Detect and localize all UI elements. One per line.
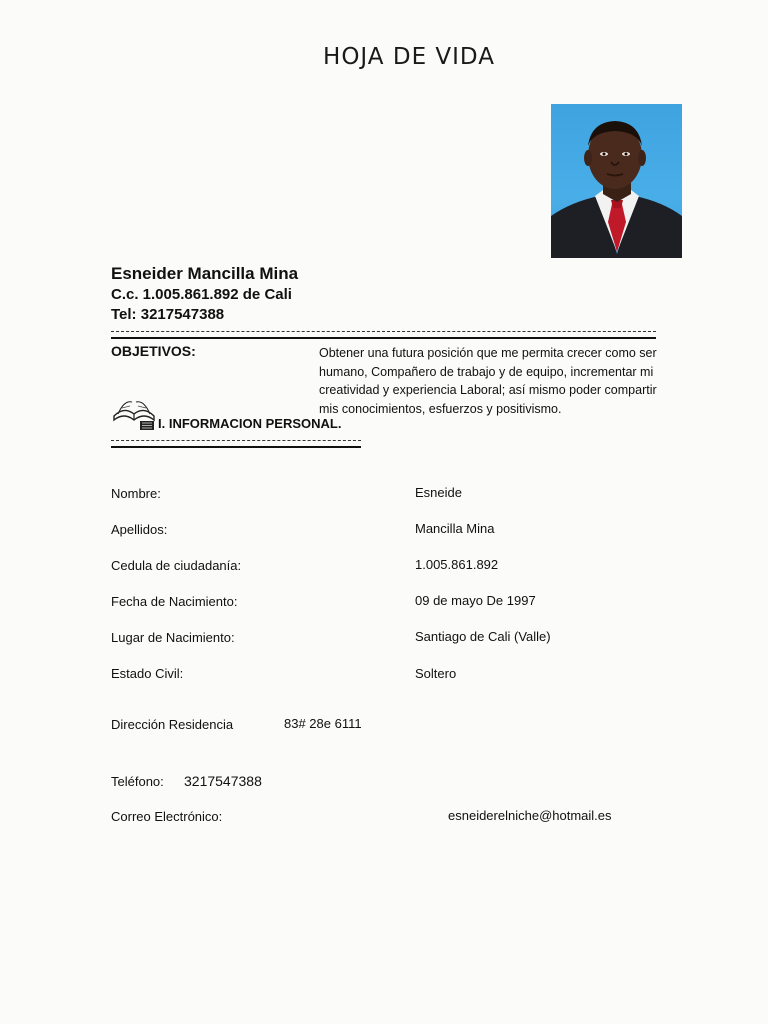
- correo-value: esneiderelniche@hotmail.es: [448, 808, 612, 823]
- cedula-value: 1.005.861.892: [415, 557, 499, 572]
- telefono-value: 3217547388: [184, 773, 262, 789]
- book-icon: [110, 396, 158, 432]
- direccion-value: 83# 28e 6111: [284, 716, 362, 731]
- fecha-nacimiento-label: Fecha de Nacimiento:: [111, 594, 238, 609]
- profile-photo: [551, 104, 682, 258]
- nombre-label: Nombre:: [111, 486, 161, 501]
- divider-solid: [111, 337, 656, 339]
- divider-dashed: [111, 331, 656, 332]
- estado-civil-label: Estado Civil:: [111, 666, 184, 681]
- telefono-label: Teléfono:: [111, 774, 164, 789]
- candidate-phone: Tel: 3217547388: [111, 306, 225, 323]
- apellidos-value: Mancilla Mina: [415, 521, 495, 536]
- apellidos-label: Apellidos:: [111, 522, 168, 537]
- correo-label: Correo Electrónico:: [111, 809, 223, 824]
- objectives-label: OBJETIVOS:: [111, 343, 196, 359]
- direccion-label: Dirección Residencia: [111, 717, 234, 732]
- estado-civil-value: Soltero: [415, 666, 457, 681]
- lugar-nacimiento-label: Lugar de Nacimiento:: [111, 630, 235, 645]
- candidate-name: Esneider Mancilla Mina: [111, 264, 299, 283]
- section-heading: I. INFORMACION PERSONAL.: [158, 416, 342, 431]
- objectives-text: Obtener una futura posición que me permita crecer como ser humano, Compañero de trabajo y de equipo, incrementar mi creatividad y experiencia Laboral; así mismo poder compartir mis conocimientos, esfuerzos y positivismo.: [319, 346, 657, 416]
- nombre-value: Esneide: [415, 485, 462, 500]
- cedula-label: Cedula de ciudadanía:: [111, 558, 242, 573]
- lugar-nacimiento-value: Santiago de Cali (Valle): [415, 629, 551, 644]
- fecha-nacimiento-value: 09 de mayo De 1997: [415, 593, 536, 608]
- section-underline-dashed: [111, 440, 361, 441]
- document-title: HOJA DE VIDA: [323, 44, 495, 70]
- portrait-illustration: [551, 104, 682, 258]
- candidate-id: C.c. 1.005.861.892 de Cali: [111, 286, 292, 303]
- section-underline-solid: [111, 446, 361, 448]
